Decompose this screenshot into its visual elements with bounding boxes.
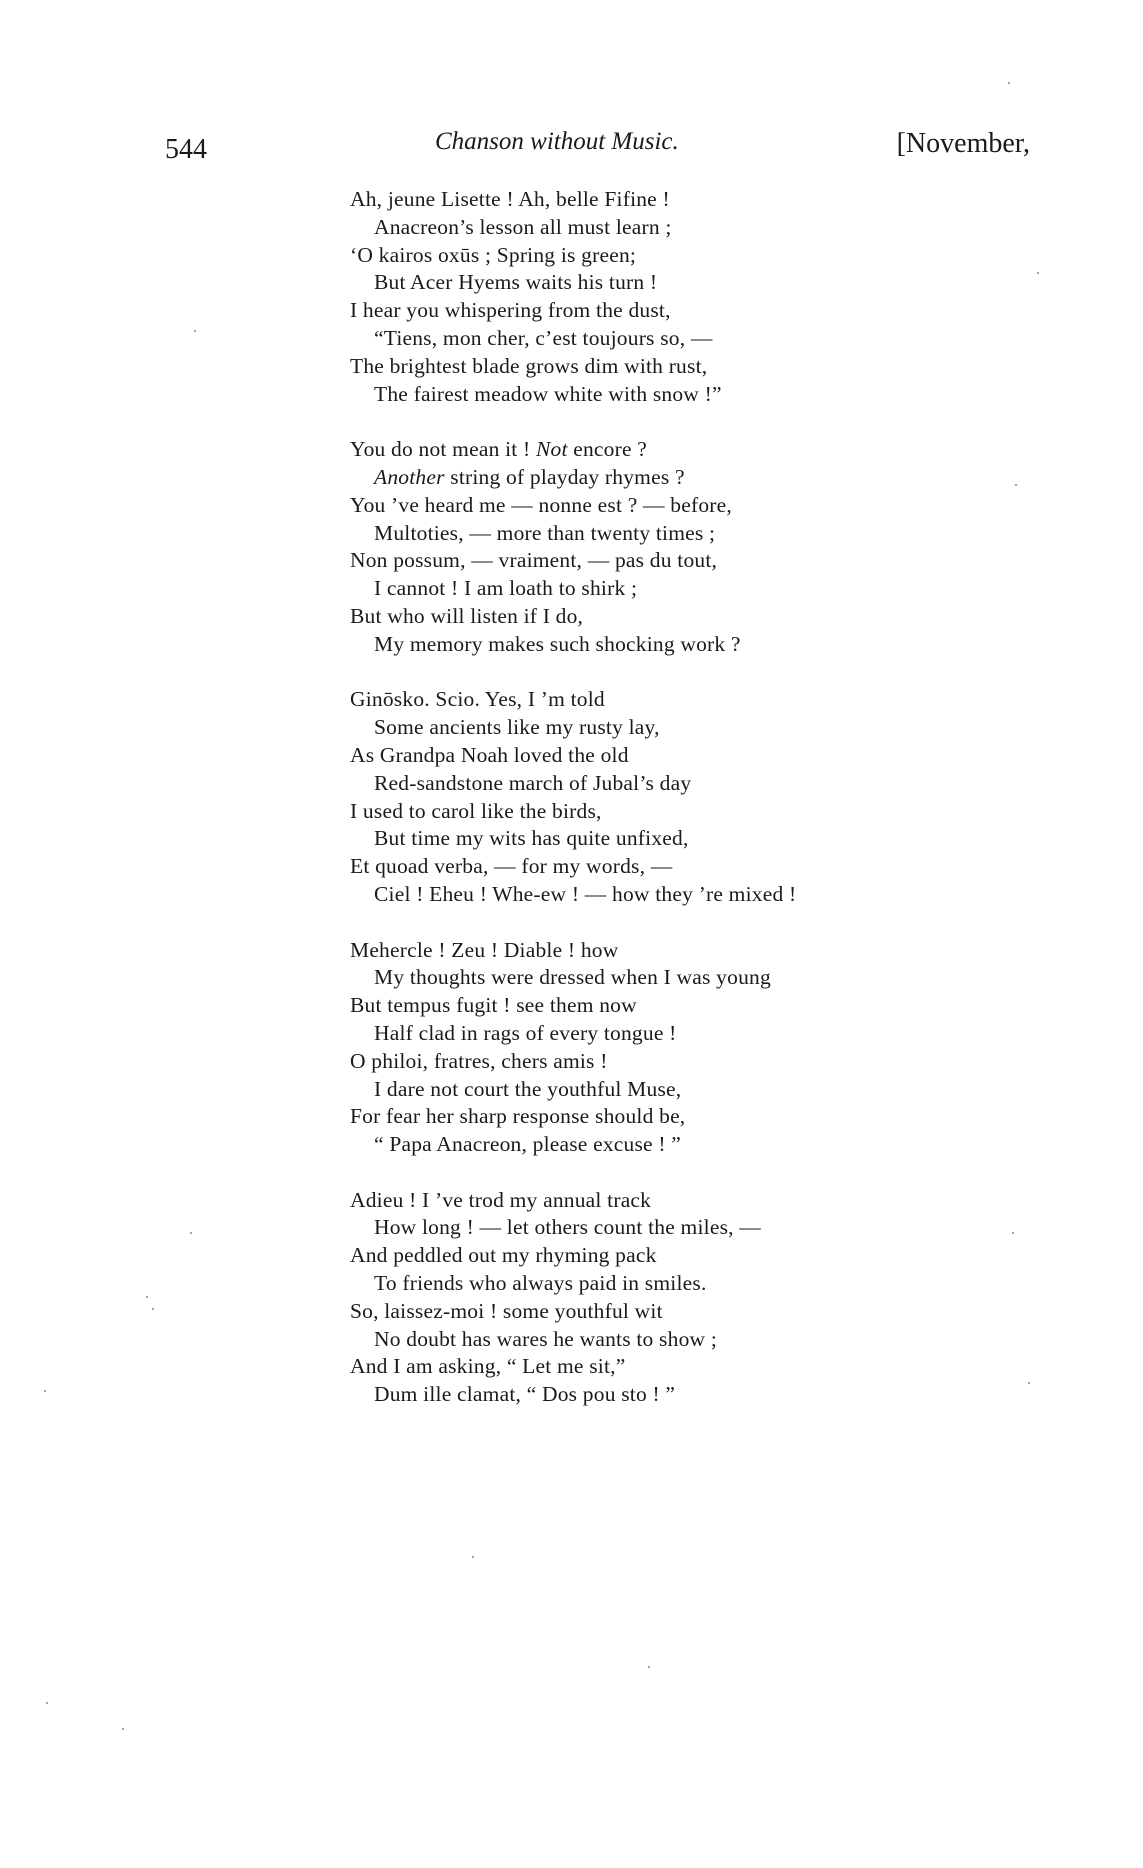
running-month: [November, — [896, 128, 1030, 159]
poem-line: My thoughts were dressed when I was young — [374, 965, 771, 990]
running-title: Chanson without Music. — [435, 128, 679, 155]
poem-line: I dare not court the youthful Muse, — [374, 1076, 682, 1101]
scan-speck — [1037, 272, 1039, 274]
poem-line: For fear her sharp response should be, — [350, 1104, 686, 1129]
poem-line: Et quoad verba, — for my words, — — [350, 854, 673, 879]
poem-line: But who will listen if I do, — [350, 603, 584, 628]
poem-line: To friends who always paid in smiles. — [374, 1271, 707, 1296]
poem-line: Half clad in rags of every tongue ! — [374, 1020, 677, 1045]
poem-line: As Grandpa Noah loved the old — [350, 742, 629, 767]
poem-line: I hear you whispering from the dust, — [350, 298, 671, 323]
scan-speck — [648, 1666, 650, 1668]
running-head — [165, 126, 1030, 166]
poem-line: And I am asking, “ Let me sit,” — [350, 1354, 626, 1379]
poem-line-italic: Not — [535, 437, 568, 462]
poem-line-text: encore ? — [567, 437, 648, 462]
poem-line: Dum ille clamat, “ Dos pou sto ! ” — [374, 1382, 676, 1407]
scan-speck — [472, 1556, 474, 1558]
poem-line: But tempus fugit ! see them now — [350, 993, 637, 1018]
poem-line-text: string of playday rhymes ? — [444, 464, 685, 489]
poem-line: Some ancients like my rusty lay, — [374, 715, 660, 740]
poem-line: Ginōsko. Scio. Yes, I ’m told — [350, 687, 605, 712]
stanza — [350, 686, 990, 908]
page-number: 544 — [165, 134, 207, 165]
poem-line: Adieu ! I ’ve trod my annual track — [350, 1187, 652, 1212]
poem-line: The fairest meadow white with snow !” — [374, 381, 722, 406]
stanza — [350, 1187, 990, 1409]
scan-speck — [152, 1308, 154, 1310]
poem-line: Multoties, — more than twenty times ; — [374, 520, 716, 545]
poem-line: “ Papa Anacreon, please excuse ! ” — [374, 1132, 682, 1157]
poem-line-italic: Another — [374, 464, 445, 489]
poem-line: Red-sandstone march of Jubal’s day — [374, 770, 692, 795]
poem-line: My memory makes such shocking work ? — [374, 631, 741, 656]
scan-speck — [1012, 1232, 1014, 1234]
poem-line: O philoi, fratres, chers amis ! — [350, 1048, 608, 1073]
poem-line: How long ! — let others count the miles, — — [374, 1215, 761, 1240]
poem-line: And peddled out my rhyming pack — [350, 1243, 657, 1268]
poem-line: I cannot ! I am loath to shirk ; — [374, 576, 638, 601]
poem-line: Non possum, — vraiment, — pas du tout, — [350, 548, 718, 573]
poem-body — [350, 186, 990, 1437]
scan-speck — [1015, 484, 1017, 486]
poem-line: ‘O kairos oxūs ; Spring is green; — [350, 242, 637, 267]
poem-line: But time my wits has quite unfixed, — [374, 826, 689, 851]
poem-line — [350, 436, 990, 464]
scan-speck — [1008, 82, 1010, 84]
poem-line: I used to carol like the birds, — [350, 798, 602, 823]
scan-speck — [1028, 1382, 1030, 1384]
poem-line — [350, 464, 990, 492]
scan-speck — [122, 1728, 124, 1730]
scan-speck — [194, 330, 196, 332]
stanza — [350, 937, 990, 1159]
scan-speck — [190, 1232, 192, 1234]
poem-line: But Acer Hyems waits his turn ! — [374, 270, 658, 295]
poem-line: “Tiens, mon cher, c’est toujours so, — — [374, 325, 713, 350]
scan-speck — [46, 1702, 48, 1704]
poem-line: Ah, jeune Lisette ! Ah, belle Fifine ! — [350, 187, 670, 211]
poem-line: Mehercle ! Zeu ! Diable ! how — [350, 937, 619, 962]
scan-speck — [44, 1390, 46, 1392]
poem-line: You ’ve heard me — nonne est ? — before, — [350, 492, 732, 517]
poem-line: No doubt has wares he wants to show ; — [374, 1326, 717, 1351]
poem-line: The brightest blade grows dim with rust, — [350, 353, 708, 378]
poem-line: Ciel ! Eheu ! Whe-ew ! — how they ’re mixed ! — [374, 881, 797, 906]
poem-line: So, laissez-moi ! some youthful wit — [350, 1298, 663, 1323]
poem-line-text: You do not mean it ! — [350, 437, 536, 462]
stanza — [350, 436, 990, 658]
scan-speck — [146, 1296, 148, 1298]
poem-line: Anacreon’s lesson all must learn ; — [374, 214, 672, 239]
stanza — [350, 186, 990, 408]
